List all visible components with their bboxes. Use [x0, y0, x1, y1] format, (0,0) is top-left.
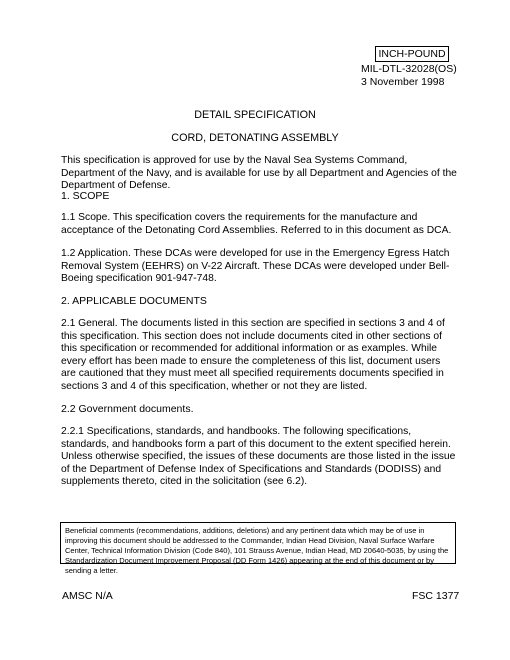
amsc-label: AMSC N/A	[62, 590, 113, 602]
paragraph-1-1	[61, 212, 457, 237]
document-type-title: DETAIL SPECIFICATION	[194, 109, 316, 121]
document-date: 3 November 1998	[361, 76, 445, 88]
paragraph-1-2-text: 1.2 Application. These DCAs were developed for use in the Emergency Egress Hatch Removal System (EEHRS) on V-22 Aircraft. These DCAs were developed under Bell-Boeing specification 901-947-748.	[61, 248, 450, 285]
paragraph-2-2-1-text: 2.2.1 Specifications, standards, and handbooks. The following specifications, standards, and handbooks form a part of this document to the extent specified herein. Unless otherwise specified, the issues of these documents are those listed in the issue of the Department of Defense Index of Specifications and Standards (DODISS) and supplements thereto, cited in the solicitation (see 6.2).	[61, 426, 456, 488]
unit-system-label: INCH-POUND	[375, 46, 449, 62]
document-id: MIL-DTL-32028(OS)	[361, 63, 457, 75]
approval-text: This specification is approved for use by the Naval Sea Systems Command, Department of the Navy, and is available for use by all Department and Agencies of the Department of Defense.	[61, 155, 457, 192]
paragraph-1-1-text: 1.1 Scope. This specification covers the requirements for the manufacture and acceptance of the Detonating Cord Assemblies. Referred to in this document as DCA.	[61, 212, 452, 236]
approval-statement	[61, 155, 457, 193]
paragraph-2-2-heading: 2.2 Government documents.	[61, 403, 194, 415]
paragraph-2-2-1	[61, 426, 457, 489]
paragraph-2-1	[61, 318, 457, 394]
fsc-label: FSC 1377	[412, 590, 460, 602]
document-subject-title: CORD, DETONATING ASSEMBLY	[171, 132, 339, 144]
paragraph-1-2	[61, 248, 457, 286]
section-heading-scope: 1. SCOPE	[61, 190, 110, 202]
comments-notice-text: Beneficial comments (recommendations, additions, deletions) and any pertinent data which may be of use in improving this document should be addressed to the Commander, Indian Head Division, Naval Surface Warfare Center, Technical Information Division (Code 840), 101 Strauss Avenue, Indian Head, MD 20640-5035, by using the Standardization Document Improvement Proposal (DD Form 1426) appearing at the end of this document or by sending a letter.	[65, 526, 449, 575]
comments-notice-box	[60, 522, 456, 575]
paragraph-2-1-text: 2.1 General. The documents listed in this section are specified in sections 3 and 4 of this specification. This section does not include documents cited in other sections of this specification or recommended for additional information or as examples. While every effort has been made to ensure the completeness of this list, document users are cautioned that they must meet all specified requirements documents specified in sections 3 and 4 of this specification, whether or not they are listed.	[61, 318, 445, 392]
section-heading-applicable-documents: 2. APPLICABLE DOCUMENTS	[61, 295, 207, 307]
